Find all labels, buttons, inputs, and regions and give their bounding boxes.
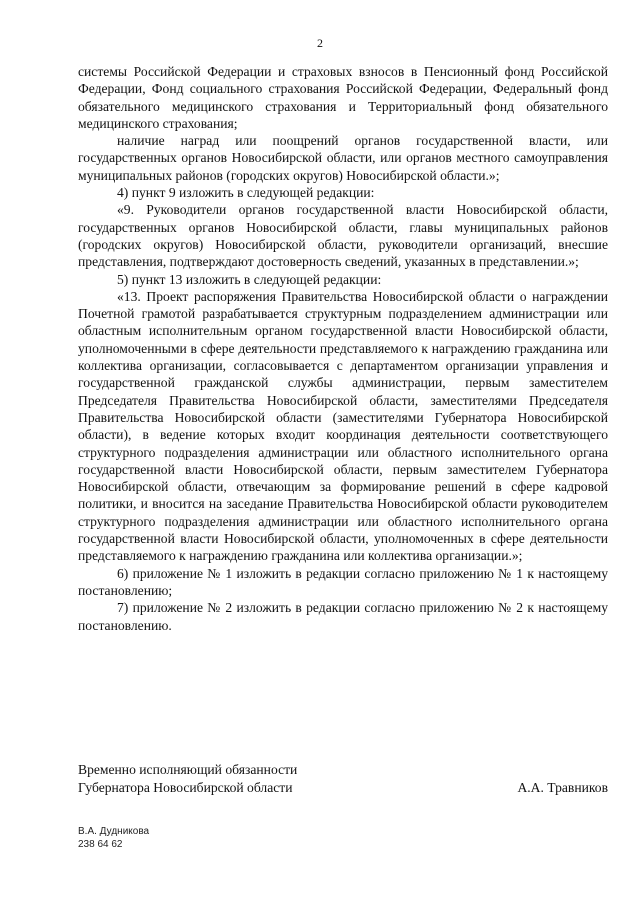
paragraph: 5) пункт 13 изложить в следующей редакции: (117, 271, 382, 287)
footer-contact (78, 825, 149, 851)
paragraph: 7) приложение № 2 изложить в редакции согласно приложению № 2 к настоящему постановлению. (78, 600, 608, 633)
page-number: 2 (317, 36, 323, 50)
paragraph: наличие наград или поощрений органов государственной власти, или государственных органов Новосибирской области, или органов местного самоуправления муниципальных районов (городских округов) Новосибирской области.»; (78, 133, 608, 183)
paragraph: «9. Руководители органов государственной власти Новосибирской области, государственных органов Новосибирской области, главы муниципальных районов (городских округов) Новосибирской области, руководители организаций, внесшие представления, подтверждают достоверность сведений, указанных в представлении.»; (78, 202, 608, 270)
document-body (78, 63, 608, 634)
signatory-title-line1: Временно исполняющий обязанности (78, 762, 298, 777)
paragraph: 6) приложение № 1 изложить в редакции согласно приложению № 1 к настоящему постановлению; (78, 565, 608, 598)
signature-line (78, 779, 608, 797)
signatory-title-line2: Губернатора Новосибирской области (78, 780, 293, 795)
paragraph: 4) пункт 9 изложить в следующей редакции: (117, 185, 375, 201)
paragraph: «13. Проект распоряжения Правительства Новосибирской области о награждении Почетной грамотой разрабатывается структурным подразделением администрации или областным исполнительным органом государственной власти Новосибирской области, уполномоченными в сфере деятельности представляемого к награждению гражданина или коллектива организации, согласовывается с департаментом организации управления и государственной гражданской службы администрации, первым заместителем Председателя Правительства Новосибирской области, заместителями Председателя Правительства Новосибирской области (заместителями Губернатора Новосибирской области), в ведение которых входит координация деятельности соответствующего структурного подразделения администрации или областного исполнительного органа государственной власти Новосибирской области, первым заместителем Губернатора Новосибирской области, отвечающим за формирование решений в сфере кадровой политики, и вносится на заседание Правительства Новосибирской области руководителем структурного подразделения администрации или областного исполнительного органа государственной власти Новосибирской области, уполномоченных в сфере деятельности представляемого к награждению гражданина или коллектива организации.»; (78, 288, 608, 564)
paragraph: системы Российской Федерации и страховых взносов в Пенсионный фонд Российской Федерации, Фонд социального страхования Российской Федерации, Федеральный фонд обязательного медицинского страхования и Территориальный фонд обязательного медицинского страхования; (78, 64, 608, 131)
executor-name: В.А. Дудникова (78, 826, 150, 837)
signatory-name: А.А. Травников (517, 780, 608, 795)
signature-block (78, 761, 608, 797)
executor-phone: 238 64 62 (78, 839, 123, 850)
